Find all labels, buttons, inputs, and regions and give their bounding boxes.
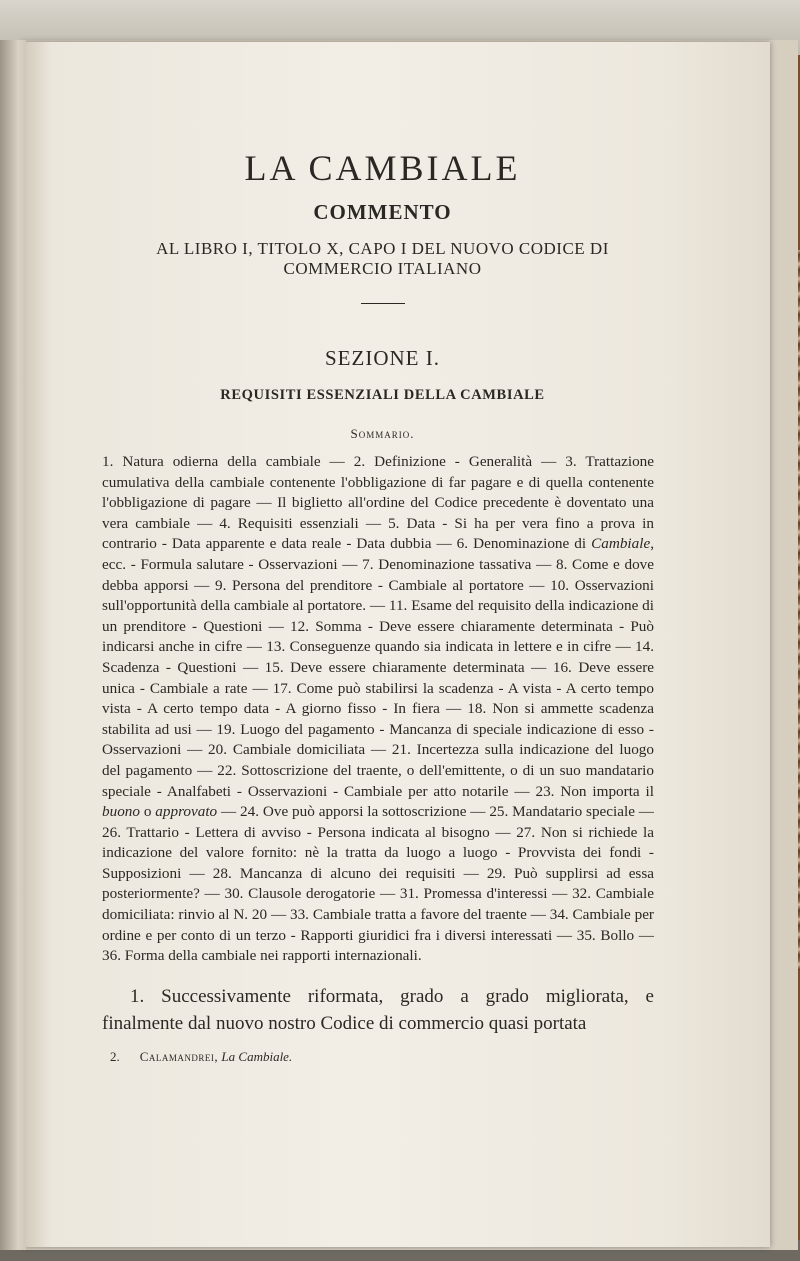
summary-italic-approvato: approvato bbox=[155, 803, 218, 821]
summary-italic-cambiale: Cambiale bbox=[591, 535, 651, 553]
page-gutter bbox=[0, 40, 26, 1250]
signature-number: 2. bbox=[110, 1048, 120, 1064]
summary-text bbox=[102, 452, 654, 967]
summary-part-3: o bbox=[139, 803, 156, 821]
book-title: LA CAMBIALE bbox=[244, 148, 521, 188]
page-text bbox=[102, 140, 655, 1065]
summary-label: Sommario. bbox=[350, 426, 415, 441]
body-paragraph: 1. Successivamente riformata, grado a grado migliorata, e finalmente dal nuovo nostro Codice di commercio quasi portata bbox=[102, 985, 654, 1034]
footer-citation bbox=[140, 1049, 292, 1065]
footer-author: Calamandrei, bbox=[139, 1048, 219, 1064]
summary-part-4: — 24. Ove può apporsi la sottoscrizione — 25. Mandatario speciale — 26. Trattario - Lettera di avviso - Persona indicata al bisogno — 27. Non si richiede la indicazione del valore fornito: nè la tratta da luogo a luogo - Provvista dei fondi - Supposizioni — 28. Mancanza di alcuno dei requisiti — 29. Può supplirsi ad essa posteriormente? — 30. Clausole derogatorie — 31. Promessa d'interessi — 32. Cambiale domiciliata: rinvio al N. 20 — 33. Cambiale tratta a favore del traente — 34. Cambiale per ordine e per conto di un terzo - Rapporti giuridici fra i diversi interessati — 35. Bollo — 36. Forma della cambiale nei rapporti internazionali. bbox=[102, 803, 654, 965]
summary-part-1: 1. Natura odierna della cambiale — 2. Definizione - Generalità — 3. Trattazione cumulativa della cambiale contenente l'obbligazione di far pagare e di quella contenente l'obbligazione di pagare — Il biglietto all'ordine del Codice precedente è doventato una vera cambiale — 4. Requisiti essenziali — 5. Data - Si ha per vera fino a prova in contrario - Data apparente e data reale - Data dubbia — 6. Denominazione di bbox=[102, 453, 654, 553]
section-heading: SEZIONE I. bbox=[325, 346, 440, 370]
summary-italic-buono: buono bbox=[102, 803, 140, 821]
title-divider bbox=[361, 303, 405, 304]
section-subheading: REQUISITI ESSENZIALI DELLA CAMBIALE bbox=[220, 387, 545, 403]
summary-part-2: , ecc. - Formula salutare - Osservazioni — 7. Denominazione tassativa — 8. Come e dove debba apporsi — 9. Persona del prenditore - Cambiale al portatore — 10. Osservazioni sull'opportunità della cambiale al portatore. — 11. Esame del requisito della indicazione di un prenditore - Questioni — 12. Somma - Deve essere chiaramente determinata - Può indicarsi anche in cifre — 13. Conseguenze quando sia indicata in lettere e in cifre — 14. Scadenza - Questioni — 15. Deve essere chiaramente determinata — 16. Deve essere unica - Cambiale a rate — 17. Come può stabilirsi la scadenza - A vista - A certo tempo vista - A certo tempo data - A giorno fisso - In fiera — 18. Non si ammette scadenza stabilita ad usi — 19. Luogo del pagamento - Mancanza di speciale indicazione di esso - Osservazioni — 20. Cambiale domiciliata — 21. Incertezza sulla indicazione del luogo del pagamento — 22. Sottoscrizione del traente, o dell'emittente, o di un suo mandatario speciale - Analfabeti - Osservazioni - Cambiale per atto notarile — 23. Non importa il bbox=[102, 535, 654, 800]
footer-work: La Cambiale. bbox=[221, 1048, 293, 1064]
page-footer bbox=[110, 1049, 655, 1065]
book-subtitle-line2: AL LIBRO I, TITOLO X, CAPO I DEL NUOVO CODICE DI COMMERCIO ITALIANO bbox=[156, 239, 609, 278]
book-subtitle: COMMENTO bbox=[313, 200, 452, 224]
